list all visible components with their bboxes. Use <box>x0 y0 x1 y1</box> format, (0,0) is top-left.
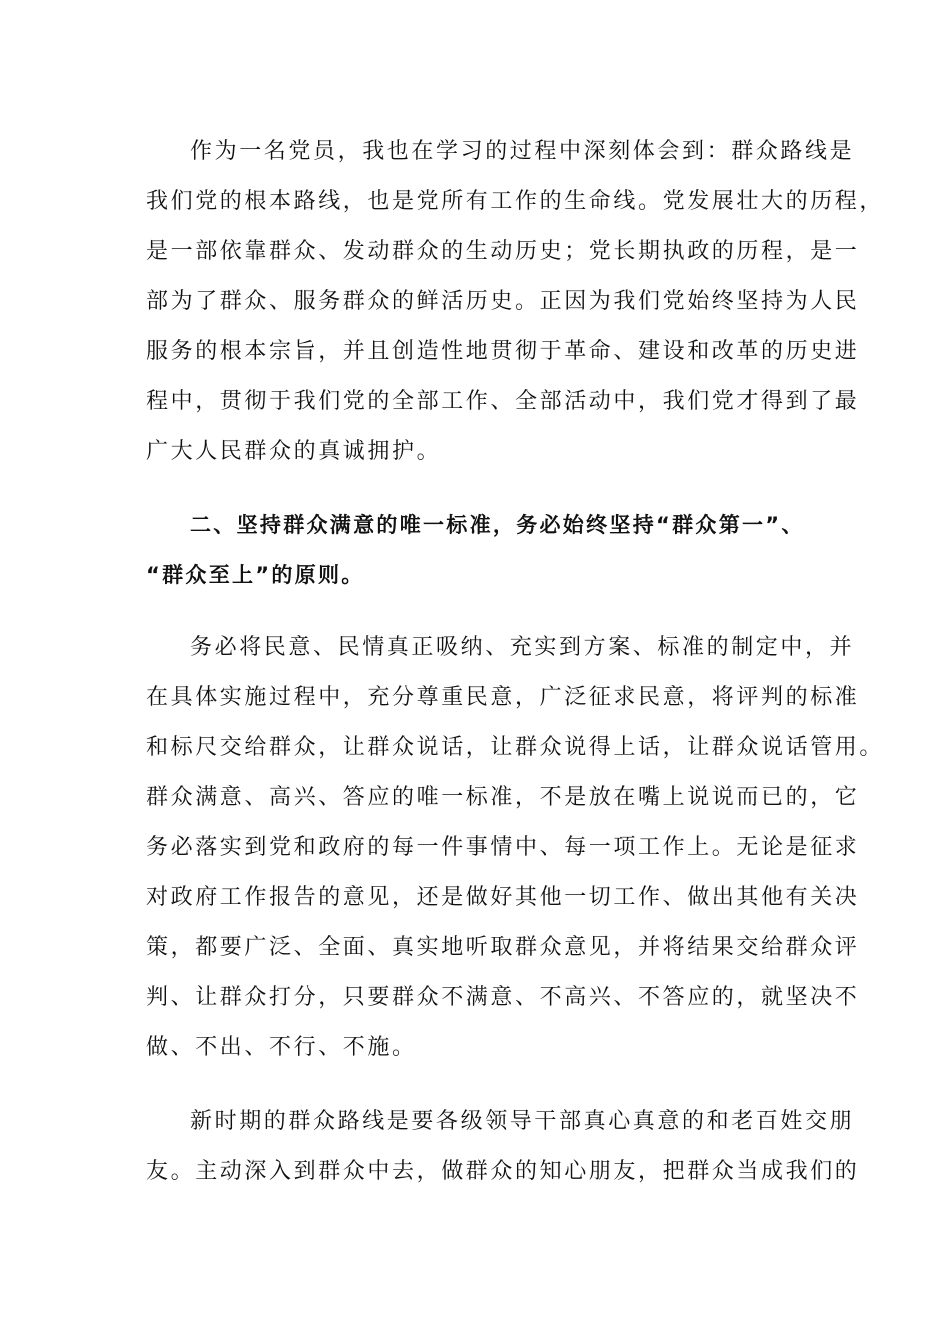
paragraph-1-line-7: 广大人民群众的真诚拥护。 <box>146 439 442 464</box>
paragraph-1-line-1: 作为一名党员，我也在学习的过程中深刻体会到：群众路线是 <box>190 139 855 164</box>
paragraph-2-line-3: 和标尺交给群众，让群众说话，让群众说得上话，让群众说话管用。 <box>146 735 885 760</box>
paragraph-2-line-5: 务必落实到党和政府的每一件事情中、每一项工作上。无论是征求 <box>146 835 860 860</box>
paragraph-2-line-4: 群众满意、高兴、答应的唯一标准，不是放在嘴上说说而已的，它 <box>146 785 860 810</box>
paragraph-1-line-5: 服务的根本宗旨，并且创造性地贯彻于革命、建设和改革的历史进 <box>146 339 860 364</box>
section-heading-line-2: “群众至上”的原则。 <box>146 563 365 587</box>
paragraph-2-line-2: 在具体实施过程中，充分尊重民意，广泛征求民意，将评判的标准 <box>146 685 860 710</box>
paragraph-1-line-2: 我们党的根本路线，也是党所有工作的生命线。党发展壮大的历程， <box>146 189 885 214</box>
paragraph-2-line-9: 做、不出、不行、不施。 <box>146 1035 417 1060</box>
paragraph-2-line-8: 判、让群众打分，只要群众不满意、不高兴、不答应的，就坚决不 <box>146 985 860 1010</box>
paragraph-1-line-6: 程中，贯彻于我们党的全部工作、全部活动中，我们党才得到了最 <box>146 389 860 414</box>
paragraph-3-line-2: 友。主动深入到群众中去，做群众的知心朋友，把群众当成我们的 <box>146 1159 860 1184</box>
paragraph-2-line-6: 对政府工作报告的意见，还是做好其他一切工作、做出其他有关决 <box>146 885 860 910</box>
paragraph-2-line-7: 策，都要广泛、全面、真实地听取群众意见，并将结果交给群众评 <box>146 935 860 960</box>
paragraph-1-line-4: 部为了群众、服务群众的鲜活历史。正因为我们党始终坚持为人民 <box>146 289 860 314</box>
paragraph-1-line-3: 是一部依靠群众、发动群众的生动历史；党长期执政的历程，是一 <box>146 239 860 264</box>
paragraph-3-line-1: 新时期的群众路线是要各级领导干部真心真意的和老百姓交朋 <box>190 1109 855 1134</box>
section-heading-line-1: 二、坚持群众满意的唯一标准，务必始终坚持“群众第一”、 <box>190 513 805 537</box>
paragraph-2-line-1: 务必将民意、民情真正吸纳、充实到方案、标准的制定中，并 <box>190 635 855 660</box>
